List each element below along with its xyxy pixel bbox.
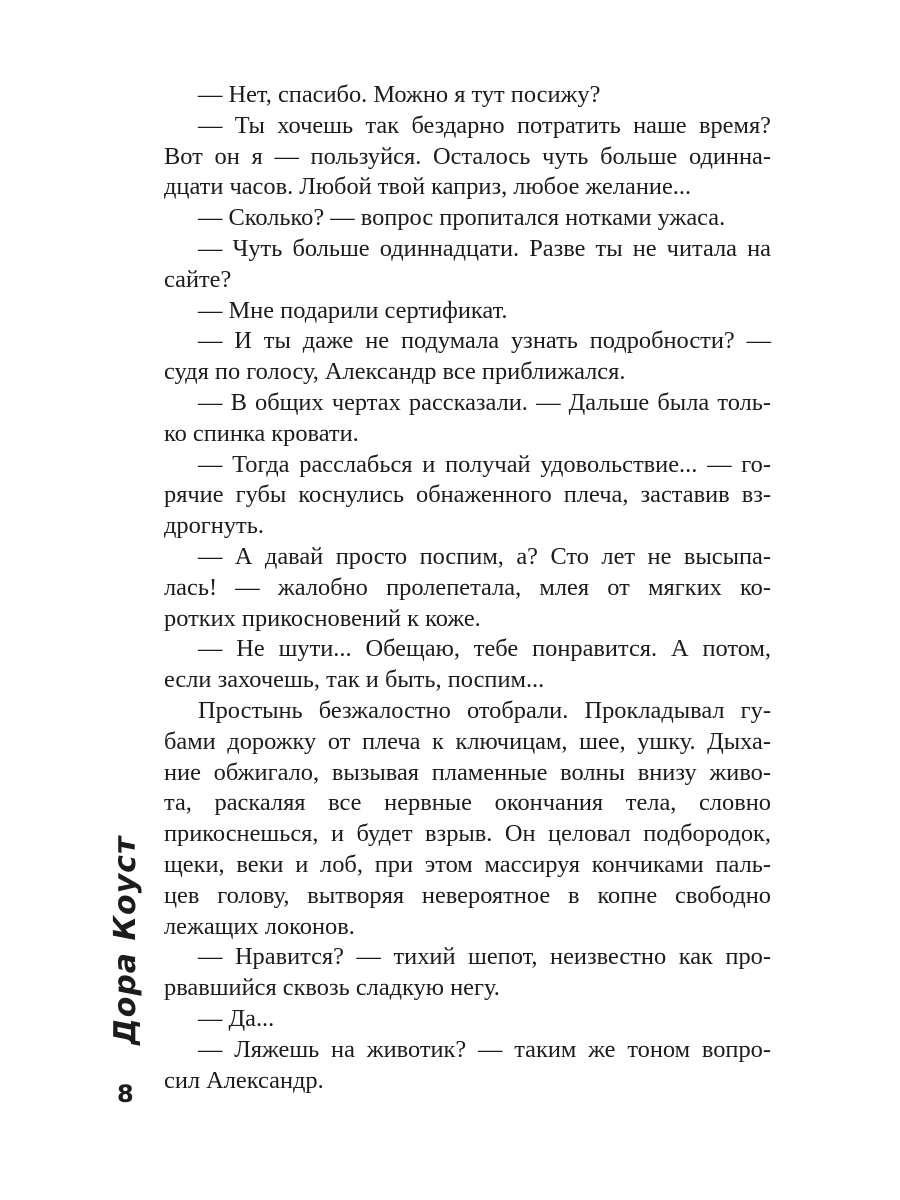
text-line: рячие губы коснулись обнаженного плеча, заставив вз- bbox=[164, 481, 771, 509]
text-line: — Чуть больше одиннадцати. Разве ты не читала на bbox=[198, 234, 771, 262]
text-line: ко спинка кровати. bbox=[164, 419, 359, 447]
author-name: Дора Коуст bbox=[108, 835, 143, 1045]
text-line: — Сколько? — вопрос пропитался нотками ужаса. bbox=[198, 204, 726, 232]
text-line: та, раскаляя все нервные окончания тела, словно bbox=[164, 789, 771, 817]
text-line: сайте? bbox=[164, 265, 232, 293]
text-line: — Ты хочешь так бездарно потратить наше время? bbox=[198, 111, 771, 139]
text-line: лась! — жалобно пролепетала, млея от мягких ко- bbox=[164, 573, 771, 601]
text-line: — Мне подарили сертификат. bbox=[198, 296, 508, 324]
body-text bbox=[164, 80, 771, 1096]
text-line: сил Александр. bbox=[164, 1066, 324, 1094]
text-line: — В общих чертах рассказали. — Дальше была толь- bbox=[198, 388, 771, 416]
text-line: — И ты даже не подумала узнать подробности? — bbox=[198, 327, 771, 355]
text-line: — Не шути... Обещаю, тебе понравится. А потом, bbox=[198, 635, 771, 663]
text-line: ние обжигало, вызывая пламенные волны внизу живо- bbox=[164, 758, 771, 786]
text-line: дрогнуть. bbox=[164, 512, 264, 540]
text-line: дцати часов. Любой твой каприз, любое желание... bbox=[164, 173, 692, 201]
text-line: лежащих локонов. bbox=[164, 912, 355, 940]
text-line: Простынь безжалостно отобрали. Прокладывал гу- bbox=[198, 696, 771, 724]
text-line: прикоснешься, и будет взрыв. Он целовал подбородок, bbox=[164, 820, 771, 848]
text-line: судя по голосу, Александр все приближался. bbox=[164, 358, 626, 386]
page-number: 8 bbox=[117, 1080, 134, 1108]
text-line: рвавшийся сквозь сладкую негу. bbox=[164, 974, 500, 1002]
text-line: — А давай просто поспим, а? Сто лет не высыпа- bbox=[198, 542, 771, 570]
text-line: Вот он я — пользуйся. Осталось чуть больше одинна- bbox=[164, 142, 771, 170]
text-line: ротких прикосновений к коже. bbox=[164, 604, 481, 632]
text-line: — Нравится? — тихий шепот, неизвестно как про- bbox=[198, 943, 771, 971]
text-line: если захочешь, так и быть, поспим... bbox=[164, 666, 545, 694]
text-line: — Нет, спасибо. Можно я тут посижу? bbox=[198, 81, 601, 108]
text-line: цев голову, вытворяя невероятное в копне свободно bbox=[164, 881, 771, 909]
text-line: щеки, веки и лоб, при этом массируя кончиками паль- bbox=[164, 850, 771, 878]
text-line: — Тогда расслабься и получай удовольствие... — го- bbox=[198, 450, 771, 478]
text-line: — Да... bbox=[198, 1004, 275, 1032]
text-line: бами дорожку от плеча к ключицам, шее, ушку. Дыха- bbox=[164, 727, 771, 755]
text-line: — Ляжешь на животик? — таким же тоном вопро- bbox=[198, 1035, 771, 1063]
